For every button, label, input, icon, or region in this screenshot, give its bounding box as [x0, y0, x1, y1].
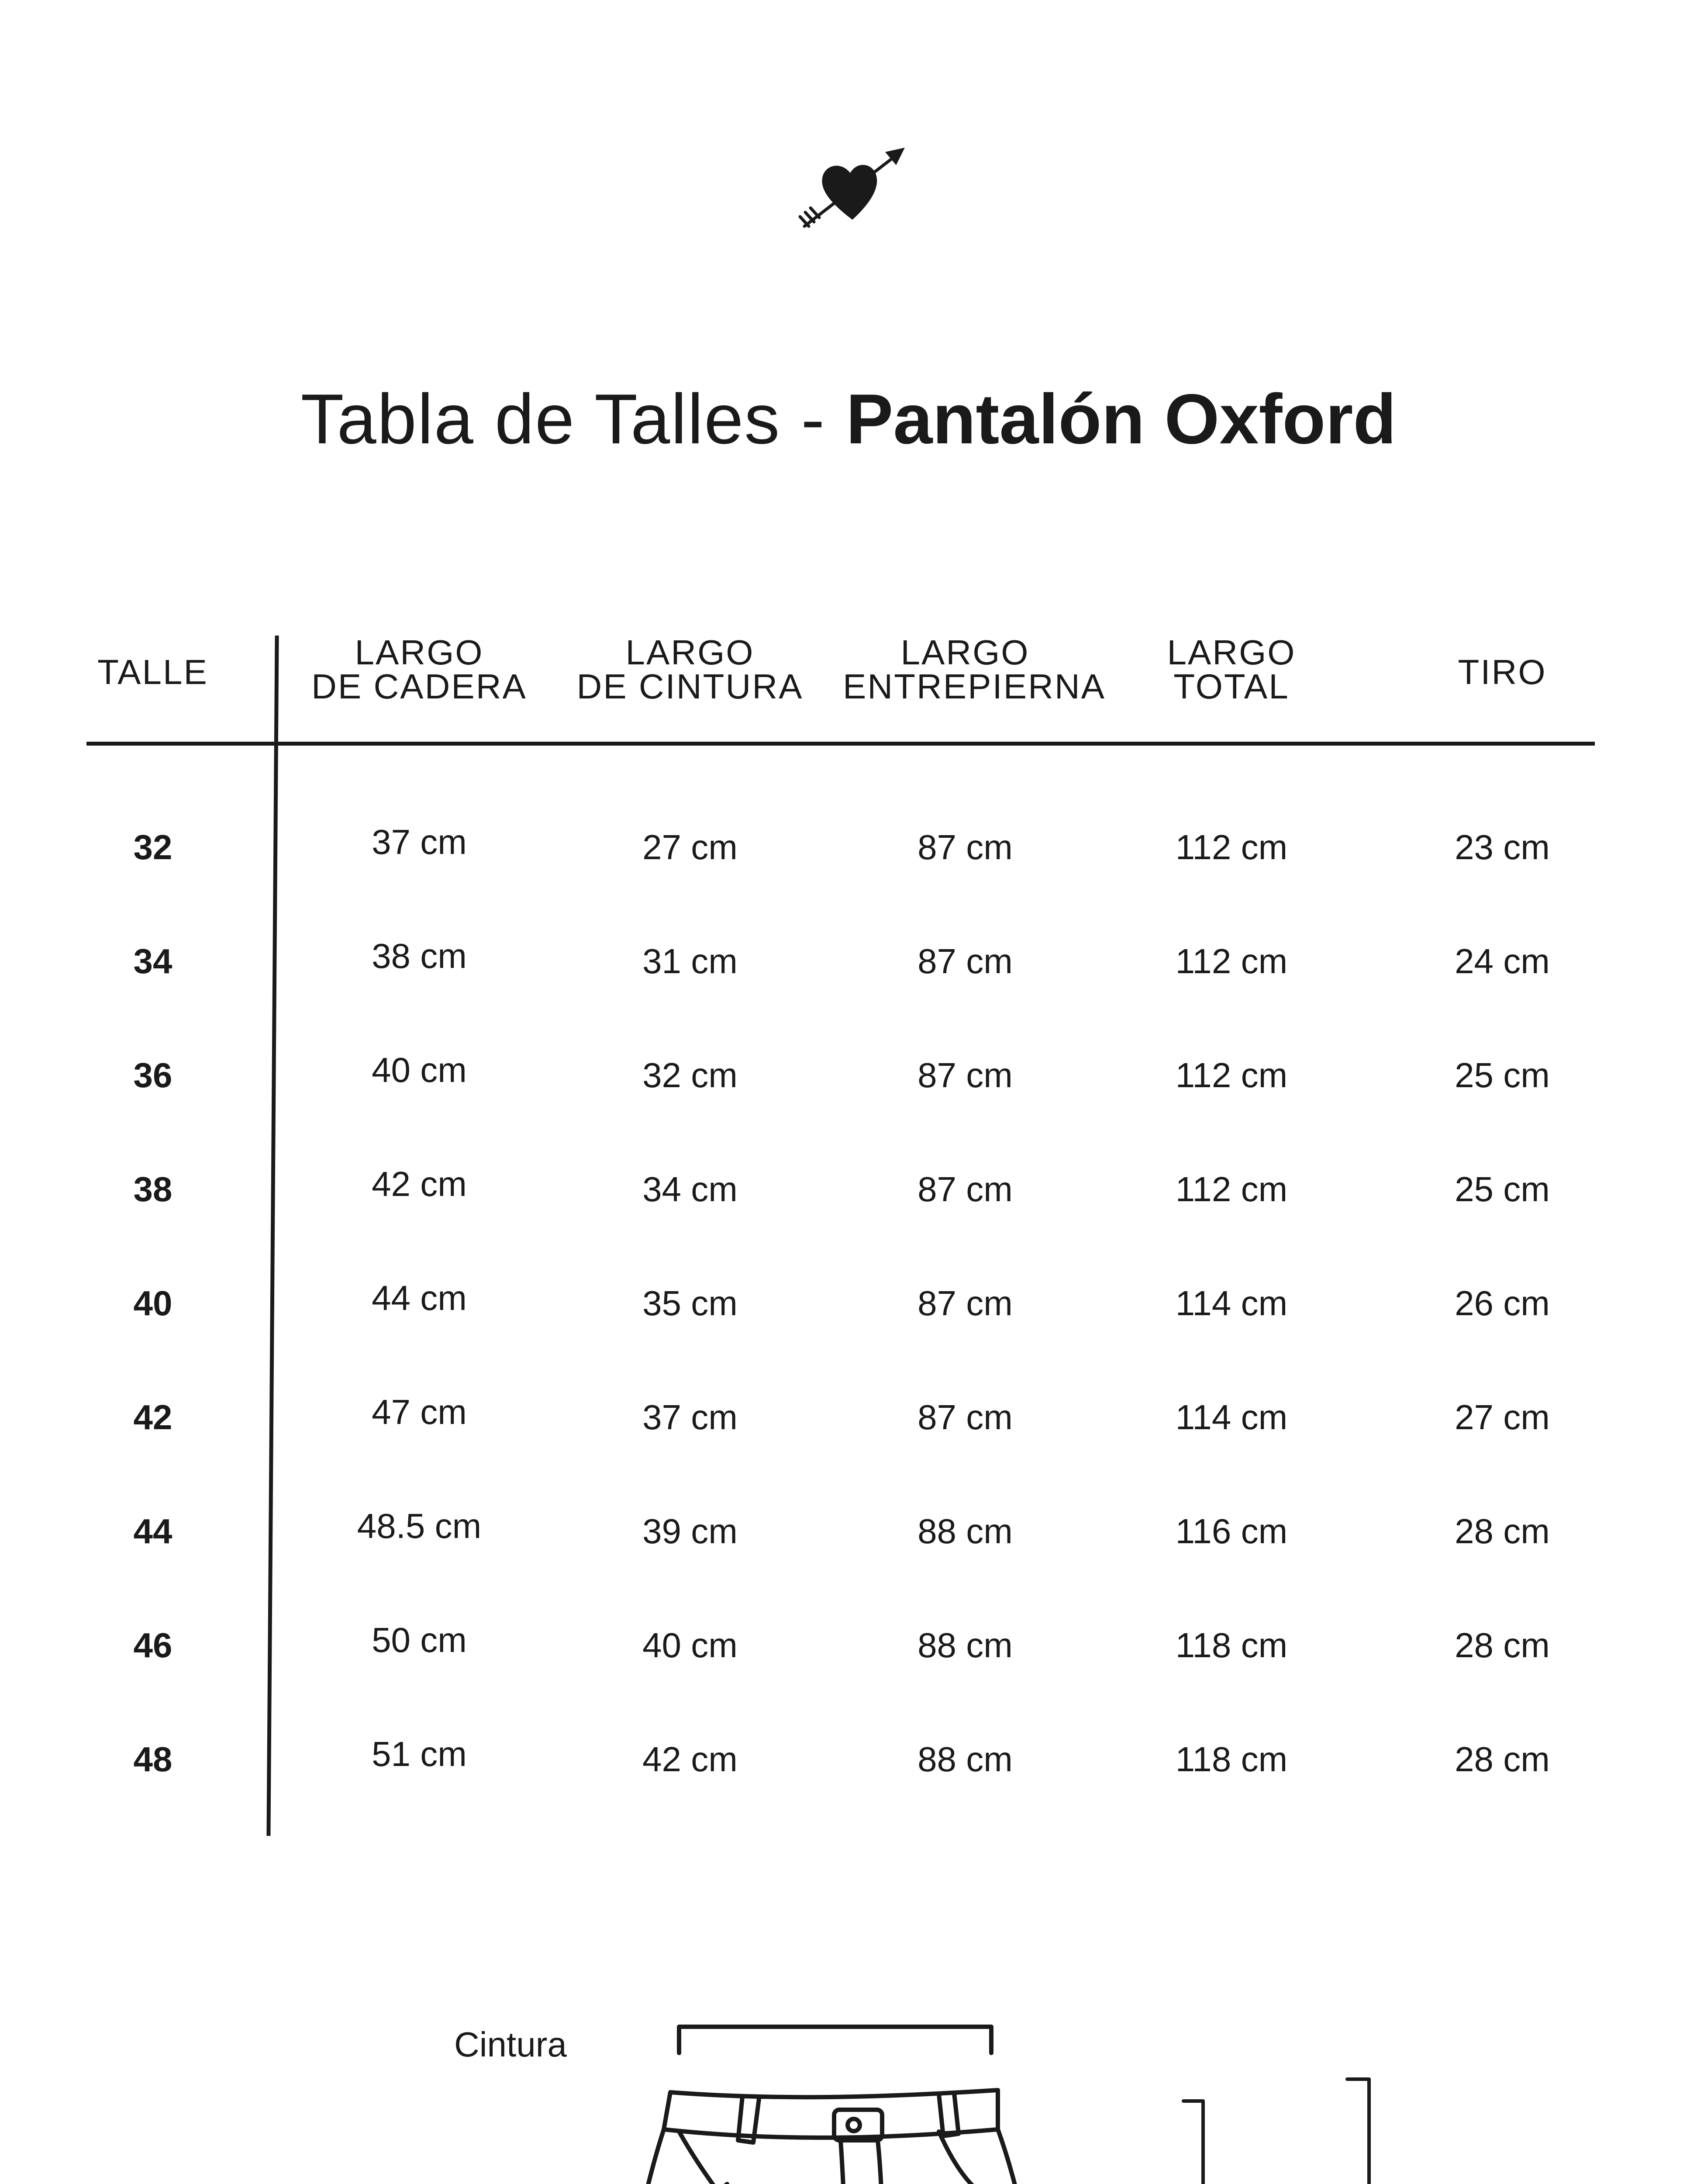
measure-cell: 88 cm — [917, 1626, 1013, 1665]
title-prefix: Tabla de Talles - — [300, 380, 846, 459]
measure-cell: 32 cm — [642, 1056, 738, 1095]
column-header: TALLE — [97, 653, 208, 691]
measure-cell: 40 cm — [642, 1626, 738, 1665]
measure-cell: 42 cm — [372, 1165, 467, 1203]
measure-cell: 38 cm — [372, 936, 467, 975]
size-cell: 34 — [133, 942, 172, 981]
measure-cell: 114 cm — [1175, 1284, 1288, 1323]
measure-cell: 31 cm — [642, 942, 738, 981]
measure-cell: 40 cm — [372, 1051, 467, 1089]
measure-cell: 87 cm — [917, 1284, 1013, 1323]
column-header: TIRO — [1458, 653, 1547, 691]
title-product: Pantalón Oxford — [846, 380, 1397, 459]
measure-cell: 88 cm — [917, 1512, 1013, 1551]
measure-cell: 35 cm — [642, 1284, 738, 1323]
size-cell: 40 — [133, 1284, 172, 1323]
measure-cell: 27 cm — [1455, 1398, 1550, 1437]
measure-cell: 88 cm — [917, 1740, 1013, 1779]
measure-cell: 112 cm — [1175, 942, 1288, 981]
measure-cell: 25 cm — [1455, 1056, 1550, 1095]
measure-cell: 47 cm — [372, 1393, 467, 1431]
measure-cell: 112 cm — [1175, 828, 1288, 867]
measure-cell: 51 cm — [372, 1735, 467, 1773]
measure-cell: 112 cm — [1175, 1170, 1288, 1209]
measure-cell: 87 cm — [917, 828, 1013, 867]
size-cell: 44 — [133, 1512, 172, 1551]
measure-cell: 25 cm — [1455, 1170, 1550, 1209]
measure-cell: 87 cm — [917, 1056, 1013, 1095]
size-cell: 48 — [133, 1740, 172, 1779]
pants-diagram — [0, 1987, 1697, 2184]
measure-cell: 48.5 cm — [357, 1507, 482, 1545]
measure-cell: 28 cm — [1455, 1626, 1550, 1665]
page-title — [0, 376, 1697, 463]
measure-cell: 87 cm — [917, 1398, 1013, 1437]
measure-cell: 24 cm — [1455, 942, 1550, 981]
measure-cell: 28 cm — [1455, 1512, 1550, 1551]
column-header: LARGO DE CINTURA — [576, 633, 804, 706]
size-cell: 46 — [133, 1626, 172, 1665]
measure-cell: 44 cm — [372, 1279, 467, 1317]
measure-cell: 87 cm — [917, 942, 1013, 981]
label-cintura: Cintura — [454, 2025, 567, 2064]
measure-cell: 37 cm — [372, 822, 467, 861]
column-header: LARGO TOTAL — [1167, 633, 1296, 706]
size-cell: 42 — [133, 1398, 172, 1437]
measure-cell: 87 cm — [917, 1170, 1013, 1209]
size-cell: 32 — [133, 828, 172, 867]
column-header: LARGO ENTREPIERNA — [843, 633, 1106, 706]
measure-cell: 39 cm — [642, 1512, 738, 1551]
heart-arrow-icon — [796, 139, 909, 235]
measure-cell: 114 cm — [1175, 1398, 1288, 1437]
measure-cell: 42 cm — [642, 1740, 738, 1779]
measure-cell: 26 cm — [1455, 1284, 1550, 1323]
size-cell: 36 — [133, 1056, 172, 1095]
size-cell: 38 — [133, 1170, 172, 1209]
measure-cell: 50 cm — [372, 1621, 467, 1659]
pants-illustration — [0, 1987, 1697, 2184]
measure-cell: 28 cm — [1455, 1740, 1550, 1779]
column-header: LARGO DE CADERA — [311, 633, 527, 706]
header-divider — [86, 742, 1595, 746]
measure-cell: 112 cm — [1175, 1056, 1288, 1095]
measure-cell: 34 cm — [642, 1170, 738, 1209]
measure-cell: 116 cm — [1175, 1512, 1288, 1551]
measure-cell: 23 cm — [1455, 828, 1550, 867]
measure-cell: 118 cm — [1175, 1626, 1288, 1665]
measure-cell: 37 cm — [642, 1398, 738, 1437]
measure-cell: 118 cm — [1175, 1740, 1288, 1779]
measure-cell: 27 cm — [642, 828, 738, 867]
